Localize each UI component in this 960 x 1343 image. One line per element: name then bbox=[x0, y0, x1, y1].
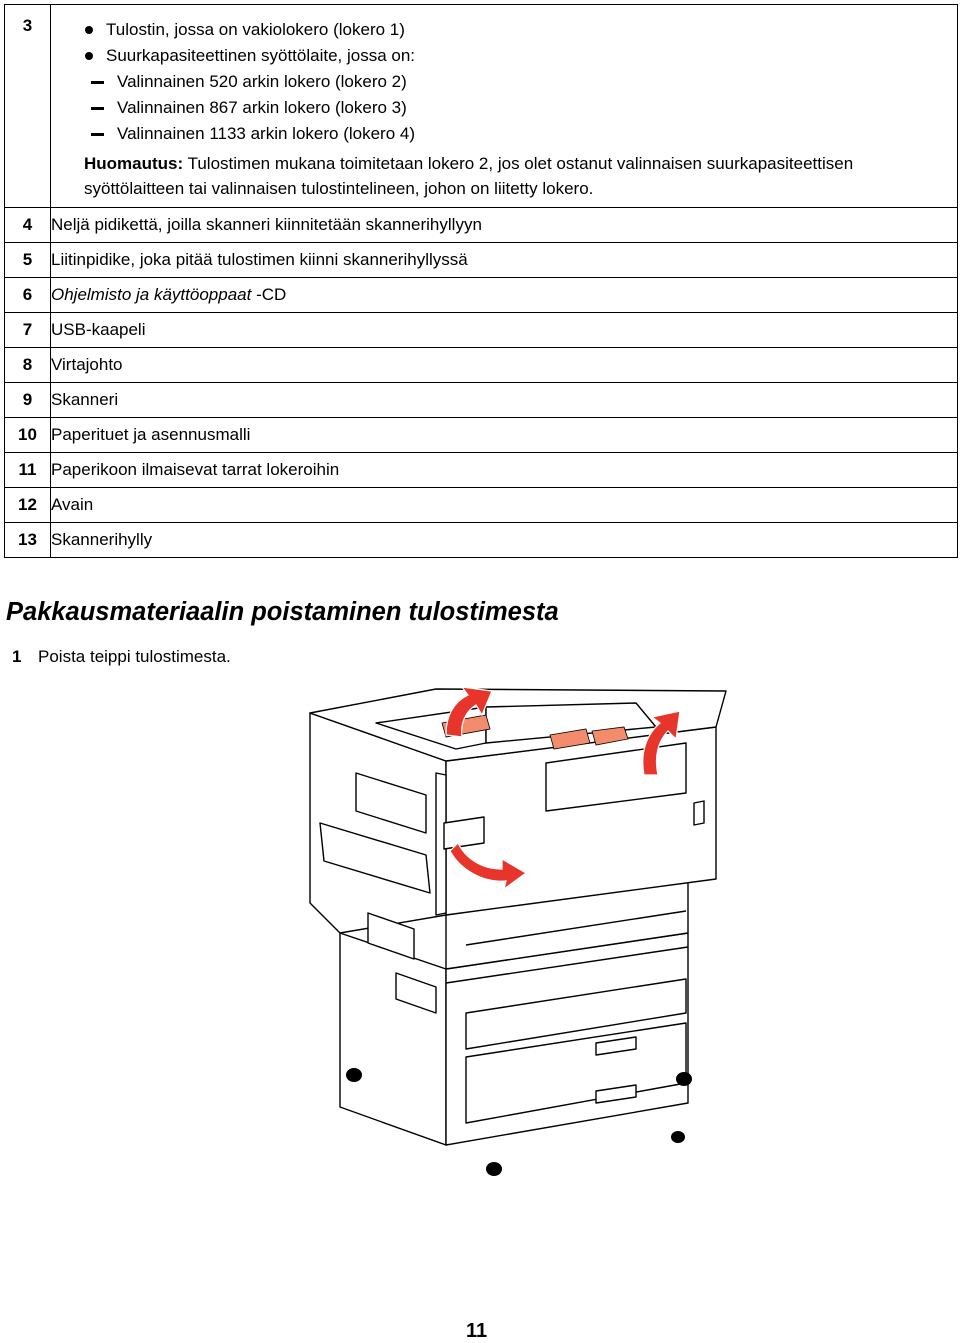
row-number: 4 bbox=[5, 208, 51, 243]
row-number: 10 bbox=[5, 418, 51, 453]
table-row bbox=[5, 278, 958, 313]
table-row bbox=[5, 313, 958, 348]
table-row bbox=[5, 243, 958, 278]
row-description: USB-kaapeli bbox=[51, 313, 958, 348]
row-description: Virtajohto bbox=[51, 348, 958, 383]
list-item: Suurkapasiteettinen syöttölaite, jossa on: bbox=[84, 43, 947, 69]
section-heading: Pakkausmateriaalin poistaminen tulostimesta bbox=[6, 598, 559, 626]
row-number: 3 bbox=[5, 5, 51, 208]
dash-icon bbox=[91, 107, 104, 110]
row-number: 11 bbox=[5, 453, 51, 488]
row-description: Paperikoon ilmaisevat tarrat lokeroihin bbox=[51, 453, 958, 488]
table-row bbox=[5, 348, 958, 383]
row-number: 5 bbox=[5, 243, 51, 278]
row-description: Neljä pidikettä, joilla skanneri kiinnitetään skannerihyllyyn bbox=[51, 208, 958, 243]
row-number: 9 bbox=[5, 383, 51, 418]
table-row bbox=[5, 453, 958, 488]
row-description: Skannerihylly bbox=[51, 523, 958, 558]
sub-list-item: Valinnainen 1133 arkin lokero (lokero 4) bbox=[84, 121, 947, 147]
note-text: Tulostimen mukana toimitetaan lokero 2, jos olet ostanut valinnaisen suurkapasiteettisen syöttölaitteen tai valinnaisen tulostintelineen, johon on liitetty lokero. bbox=[84, 154, 854, 198]
bullet-icon bbox=[85, 26, 93, 34]
cd-title: Ohjelmisto ja käyttöoppaat bbox=[51, 285, 252, 304]
table-row bbox=[5, 488, 958, 523]
sub-list-item: Valinnainen 867 arkin lokero (lokero 3) bbox=[84, 95, 947, 121]
row-description: Paperituet ja asennusmalli bbox=[51, 418, 958, 453]
row-number: 12 bbox=[5, 488, 51, 523]
step-number: 1 bbox=[12, 647, 22, 666]
table-row bbox=[5, 418, 958, 453]
page-number: 11 bbox=[466, 1320, 488, 1342]
table-row bbox=[5, 383, 958, 418]
step-text: Poista teippi tulostimesta. bbox=[38, 647, 231, 666]
row-number: 7 bbox=[5, 313, 51, 348]
row-description: Avain bbox=[51, 488, 958, 523]
dash-icon bbox=[91, 133, 104, 136]
step-item bbox=[12, 647, 231, 667]
table-row bbox=[5, 208, 958, 243]
dash-icon bbox=[91, 81, 104, 84]
row-description: Liitinpidike, joka pitää tulostimen kiinni skannerihyllyssä bbox=[51, 243, 958, 278]
note-label: Huomautus: bbox=[84, 154, 184, 173]
note bbox=[84, 151, 947, 201]
table-row bbox=[5, 5, 958, 208]
bullet-icon bbox=[85, 52, 93, 60]
row-number: 13 bbox=[5, 523, 51, 558]
row-description: Ohjelmisto ja käyttöoppaat -CD bbox=[51, 278, 958, 313]
list-item: Tulostin, jossa on vakiolokero (lokero 1) bbox=[84, 17, 947, 43]
table-row bbox=[5, 523, 958, 558]
cabinet-body bbox=[340, 933, 446, 1145]
row-description: Skanneri bbox=[51, 383, 958, 418]
row-description bbox=[51, 5, 958, 208]
printer-illustration bbox=[296, 683, 736, 1183]
contents-table bbox=[4, 4, 958, 558]
sub-list-item: Valinnainen 520 arkin lokero (lokero 2) bbox=[84, 69, 947, 95]
row-number: 8 bbox=[5, 348, 51, 383]
row-number: 6 bbox=[5, 278, 51, 313]
